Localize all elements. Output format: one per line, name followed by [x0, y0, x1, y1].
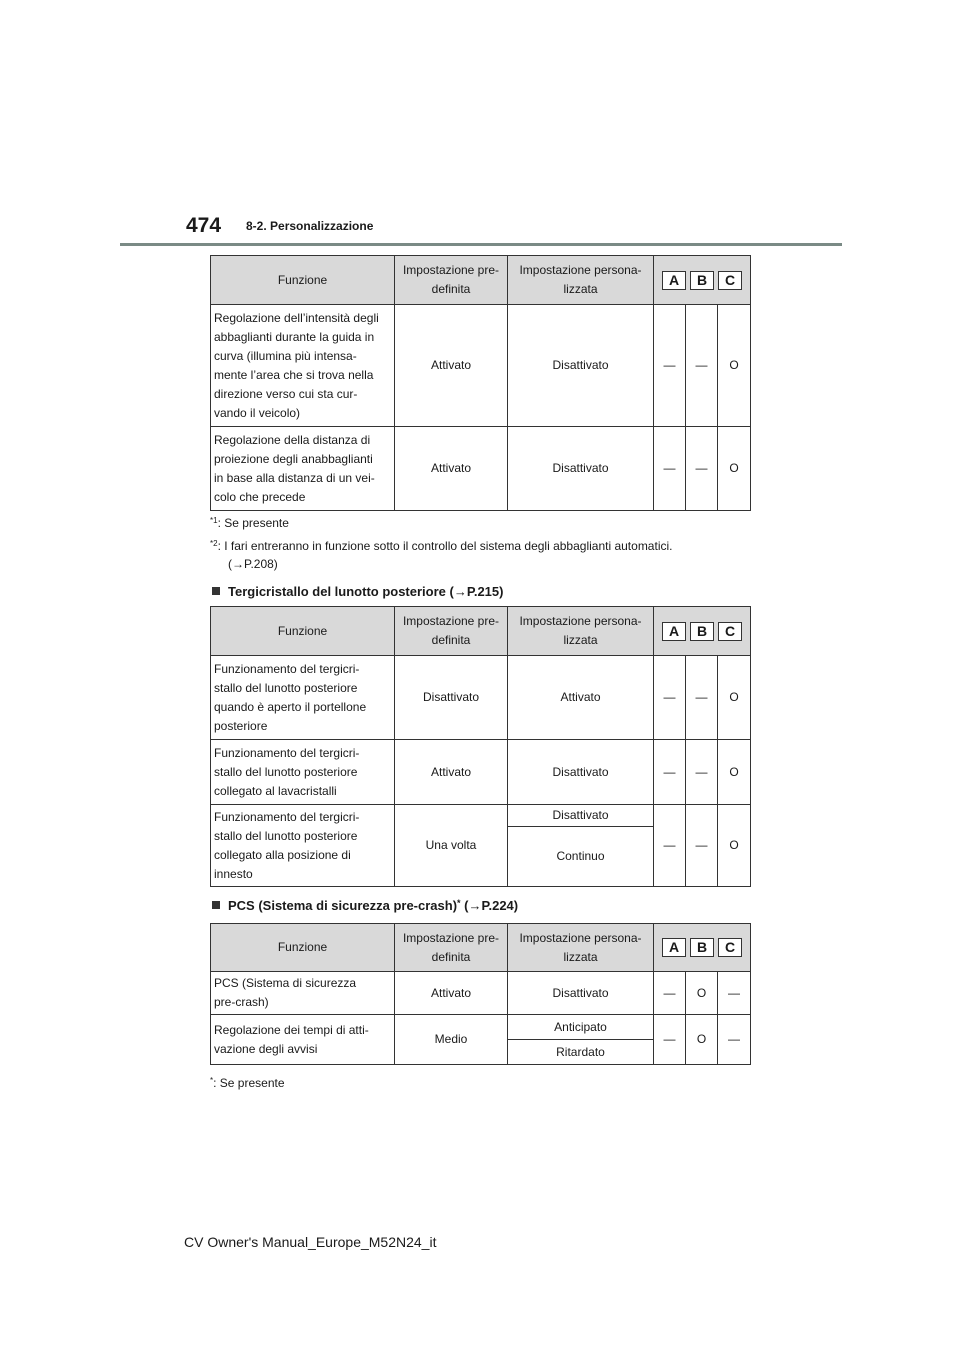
- custom-cell: Disattivato: [508, 740, 654, 805]
- b-cell: —: [686, 805, 718, 887]
- default-cell: Attivato: [395, 305, 508, 427]
- page-number: 474: [186, 214, 222, 237]
- footnote-pcs: *: Se presente: [210, 1076, 285, 1090]
- table-row: [211, 805, 751, 827]
- label-b: B: [690, 938, 714, 957]
- custom-option-cell: Anticipato: [508, 1015, 654, 1040]
- function-cell: Regolazione della distanza di proiezione degli anabbaglianti in base alla distanza di un vei- colo che precede: [211, 427, 395, 511]
- custom-option-cell: Ritardato: [508, 1040, 654, 1065]
- c-cell: O: [718, 740, 751, 805]
- c-cell: O: [718, 656, 751, 740]
- pcs-heading: PCS (Sistema di sicurezza pre-crash)* (→P.224): [212, 898, 518, 913]
- b-cell: O: [686, 972, 718, 1015]
- table-header-row: [211, 256, 751, 305]
- b-cell: —: [686, 656, 718, 740]
- label-c: C: [718, 622, 742, 641]
- function-cell: Funzionamento del tergicri- stallo del lunotto posteriore collegato alla posizione di innesto: [211, 805, 395, 887]
- c-cell: —: [718, 1015, 751, 1065]
- col-abc: [654, 607, 751, 656]
- a-cell: —: [654, 740, 686, 805]
- a-cell: —: [654, 972, 686, 1015]
- table-row: [211, 305, 751, 427]
- c-cell: O: [718, 427, 751, 511]
- label-a: A: [662, 271, 686, 290]
- table-row: [211, 1015, 751, 1040]
- table-header-row: [211, 924, 751, 972]
- headlight-settings-table: [210, 255, 751, 511]
- square-bullet-icon: [212, 587, 220, 595]
- col-custom: Impostazione persona- lizzata: [508, 607, 654, 656]
- a-cell: —: [654, 305, 686, 427]
- label-b: B: [690, 622, 714, 641]
- custom-option-cell: Disattivato: [508, 805, 654, 827]
- table-row: [211, 656, 751, 740]
- a-cell: —: [654, 656, 686, 740]
- col-default: Impostazione pre- definita: [395, 607, 508, 656]
- b-cell: —: [686, 740, 718, 805]
- table-row: [211, 740, 751, 805]
- b-cell: —: [686, 427, 718, 511]
- table-header-row: [211, 607, 751, 656]
- square-bullet-icon: [212, 901, 220, 909]
- label-c: C: [718, 271, 742, 290]
- default-cell: Disattivato: [395, 656, 508, 740]
- a-cell: —: [654, 805, 686, 887]
- custom-cell: Attivato: [508, 656, 654, 740]
- b-cell: —: [686, 305, 718, 427]
- c-cell: —: [718, 972, 751, 1015]
- default-cell: Attivato: [395, 972, 508, 1015]
- col-custom: Impostazione persona- lizzata: [508, 256, 654, 305]
- table-row: [211, 427, 751, 511]
- label-c: C: [718, 938, 742, 957]
- custom-option-cell: Continuo: [508, 827, 654, 887]
- custom-cell: Disattivato: [508, 972, 654, 1015]
- col-function: Funzione: [211, 924, 395, 972]
- col-custom: Impostazione persona- lizzata: [508, 924, 654, 972]
- function-cell: Funzionamento del tergicri- stallo del lunotto posteriore collegato al lavacristalli: [211, 740, 395, 805]
- rear-wiper-heading: Tergicristallo del lunotto posteriore (→P.215): [212, 584, 503, 599]
- default-cell: Attivato: [395, 427, 508, 511]
- custom-cell: Disattivato: [508, 427, 654, 511]
- c-cell: O: [718, 805, 751, 887]
- label-b: B: [690, 271, 714, 290]
- c-cell: O: [718, 305, 751, 427]
- footer-manual-id: CV Owner's Manual_Europe_M52N24_it: [184, 1234, 437, 1250]
- function-cell: Funzionamento del tergicri- stallo del lunotto posteriore quando è aperto il portellone posteriore: [211, 656, 395, 740]
- footnote-1: $^{*1}$: Se presente: [210, 516, 289, 530]
- table-row: [211, 972, 751, 1015]
- rear-wiper-table: [210, 606, 751, 887]
- col-function: Funzione: [211, 256, 395, 305]
- default-cell: Attivato: [395, 740, 508, 805]
- function-cell: Regolazione dell’intensità degli abbaglianti durante la guida in curva (illumina più intensa- mente l’area che si trova nella direzione verso cui sta cur- vando il veicolo): [211, 305, 395, 427]
- custom-cell: Disattivato: [508, 305, 654, 427]
- default-cell: Una volta: [395, 805, 508, 887]
- col-default: Impostazione pre- definita: [395, 256, 508, 305]
- label-a: A: [662, 622, 686, 641]
- col-abc: [654, 924, 751, 972]
- default-cell: Medio: [395, 1015, 508, 1065]
- function-cell: Regolazione dei tempi di atti- vazione degli avvisi: [211, 1015, 395, 1065]
- col-abc: [654, 256, 751, 305]
- header-rule: [120, 243, 842, 246]
- b-cell: O: [686, 1015, 718, 1065]
- col-function: Funzione: [211, 607, 395, 656]
- a-cell: —: [654, 1015, 686, 1065]
- function-cell: PCS (Sistema di sicurezza pre-crash): [211, 972, 395, 1015]
- a-cell: —: [654, 427, 686, 511]
- pcs-table: [210, 923, 751, 1065]
- label-a: A: [662, 938, 686, 957]
- section-title: 8-2. Personalizzazione: [246, 219, 374, 233]
- footnote-2: $^{*2}$: I fari entreranno in funzione sotto il controllo del sistema degli abbaglianti automatici. (→P.208): [210, 539, 673, 571]
- col-default: Impostazione pre- definita: [395, 924, 508, 972]
